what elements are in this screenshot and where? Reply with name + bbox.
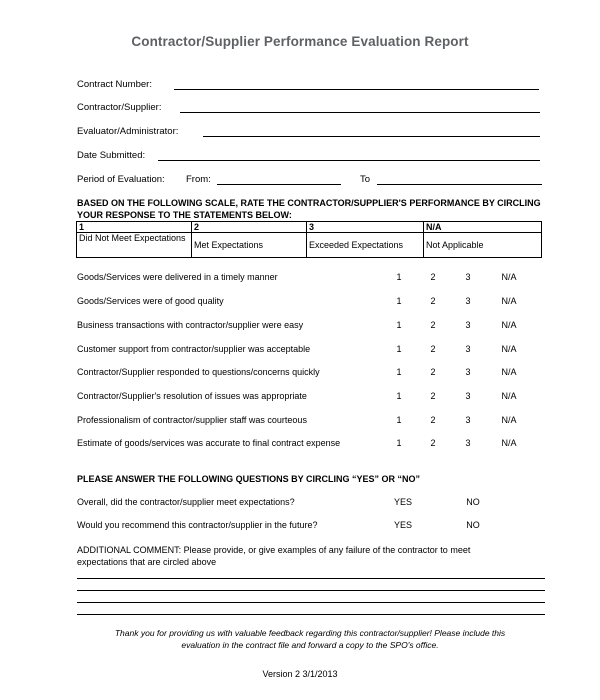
statement-4: Customer support from contractor/supplier was acceptable xyxy=(77,344,311,354)
statement-6-option-1[interactable]: 1 xyxy=(396,391,402,401)
scale-label-2: Met Expectations xyxy=(192,233,307,258)
from-line[interactable] xyxy=(217,184,341,185)
question-1-yes[interactable]: YES xyxy=(393,497,412,507)
thank-you-note xyxy=(70,627,550,651)
question-1-no[interactable]: NO xyxy=(466,497,480,507)
scale-label-1: Did Not Meet Expectations xyxy=(77,233,192,258)
page-title: Contractor/Supplier Performance Evaluation Report xyxy=(131,34,469,49)
contract-number-label: Contract Number: xyxy=(77,79,152,90)
yesno-heading: PLEASE ANSWER THE FOLLOWING QUESTIONS BY CIRCLING “YES” OR “NO” xyxy=(77,474,421,484)
comment-line-1[interactable] xyxy=(77,578,545,579)
statement-1: Goods/Services were delivered in a timely manner xyxy=(77,272,278,282)
statement-1-option-1[interactable]: 1 xyxy=(396,272,402,282)
statement-8: Estimate of goods/services was accurate to final contract expense xyxy=(77,438,341,448)
statement-7-option-3[interactable]: 3 xyxy=(465,415,471,425)
rating-scale-table xyxy=(76,221,542,258)
comment-line-3[interactable] xyxy=(77,602,545,603)
statement-5-option-3[interactable]: 3 xyxy=(465,367,471,377)
statement-5-option-1[interactable]: 1 xyxy=(396,367,402,377)
statement-2-option-3[interactable]: 3 xyxy=(465,296,471,306)
statement-2-option-2[interactable]: 2 xyxy=(430,296,436,306)
scale-num-na: N/A xyxy=(424,222,542,233)
to-label: To xyxy=(360,174,371,185)
question-2-yes[interactable]: YES xyxy=(393,520,412,530)
statement-4-option-1[interactable]: 1 xyxy=(396,344,402,354)
scale-heading: BASED ON THE FOLLOWING SCALE, RATE THE CONTRACTOR/SUPPLIER'S PERFORMANCE BY CIRCLING YOUR RESPONSE TO THE STATEMENTS BELOW: xyxy=(77,198,541,220)
scale-num-1: 1 xyxy=(77,222,192,233)
statement-3-option-4[interactable]: N/A xyxy=(501,320,517,330)
statement-3-option-1[interactable]: 1 xyxy=(396,320,402,330)
question-2-no[interactable]: NO xyxy=(466,520,480,530)
question-2: Would you recommend this contractor/supplier in the future? xyxy=(77,520,318,530)
statement-7: Professionalism of contractor/supplier staff was courteous xyxy=(77,415,307,425)
date-submitted-line[interactable] xyxy=(158,160,540,161)
statement-4-option-2[interactable]: 2 xyxy=(430,344,436,354)
thank-you-line-1: Thank you for providing us with valuable feedback regarding this contractor/supplier! Please include this xyxy=(114,628,506,638)
scale-label-na: Not Applicable xyxy=(424,233,542,258)
comment-prompt-line2: expectations that are circled above xyxy=(77,557,217,567)
statement-1-option-4[interactable]: N/A xyxy=(501,272,517,282)
statement-8-option-3[interactable]: 3 xyxy=(465,438,471,448)
statement-8-option-4[interactable]: N/A xyxy=(501,438,517,448)
contract-number-line[interactable] xyxy=(174,89,539,90)
statement-3: Business transactions with contractor/supplier were easy xyxy=(77,320,304,330)
statement-4-option-3[interactable]: 3 xyxy=(465,344,471,354)
statement-1-option-3[interactable]: 3 xyxy=(465,272,471,282)
contractor-supplier-line[interactable] xyxy=(180,112,540,113)
period-label: Period of Evaluation: xyxy=(77,174,165,185)
statement-6-option-3[interactable]: 3 xyxy=(465,391,471,401)
evaluator-line[interactable] xyxy=(203,136,540,137)
comment-prompt-line1: ADDITIONAL COMMENT: Please provide, or give examples of any failure of the contractor to meet xyxy=(77,545,471,555)
statement-7-option-2[interactable]: 2 xyxy=(430,415,436,425)
date-submitted-label: Date Submitted: xyxy=(77,150,146,161)
question-1: Overall, did the contractor/supplier meet expectations? xyxy=(77,497,295,507)
statement-3-option-2[interactable]: 2 xyxy=(430,320,436,330)
evaluator-label: Evaluator/Administrator: xyxy=(77,126,179,137)
scale-num-3: 3 xyxy=(307,222,424,233)
comment-line-2[interactable] xyxy=(77,590,545,591)
statement-2-option-4[interactable]: N/A xyxy=(501,296,517,306)
comment-line-4[interactable] xyxy=(77,614,545,615)
statement-7-option-1[interactable]: 1 xyxy=(396,415,402,425)
statement-6: Contractor/Supplier's resolution of issues was appropriate xyxy=(77,391,307,401)
version-label: Version 2 3/1/2013 xyxy=(262,669,338,679)
statement-5-option-2[interactable]: 2 xyxy=(430,367,436,377)
statement-5-option-4[interactable]: N/A xyxy=(501,367,517,377)
scale-label-3: Exceeded Expectations xyxy=(307,233,424,258)
from-label: From: xyxy=(186,174,211,185)
statement-2: Goods/Services were of good quality xyxy=(77,296,224,306)
statement-6-option-2[interactable]: 2 xyxy=(430,391,436,401)
statement-3-option-3[interactable]: 3 xyxy=(465,320,471,330)
scale-num-2: 2 xyxy=(192,222,307,233)
statement-8-option-2[interactable]: 2 xyxy=(430,438,436,448)
contractor-supplier-label: Contractor/Supplier: xyxy=(77,102,162,113)
statement-2-option-1[interactable]: 1 xyxy=(396,296,402,306)
statement-7-option-4[interactable]: N/A xyxy=(501,415,517,425)
statement-1-option-2[interactable]: 2 xyxy=(430,272,436,282)
statement-4-option-4[interactable]: N/A xyxy=(501,344,517,354)
thank-you-line-2: evaluation in the contract file and forward a copy to the SPO's office. xyxy=(181,640,439,650)
statement-8-option-1[interactable]: 1 xyxy=(396,438,402,448)
to-line[interactable] xyxy=(377,184,542,185)
statement-5: Contractor/Supplier responded to questions/concerns quickly xyxy=(77,367,320,377)
statement-6-option-4[interactable]: N/A xyxy=(501,391,517,401)
